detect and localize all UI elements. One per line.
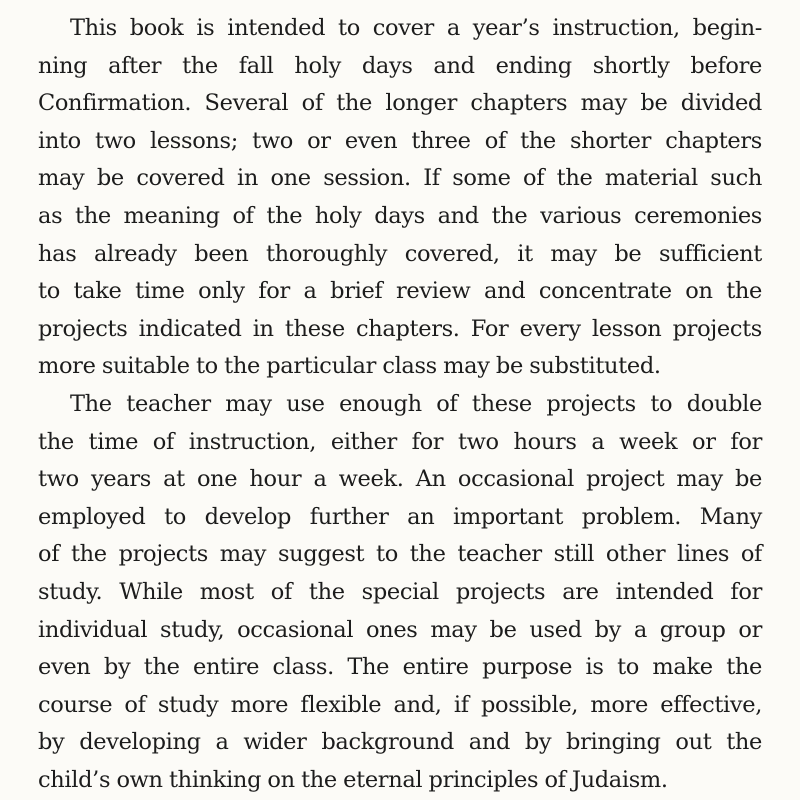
text-line: ning after the fall holy days and ending shortly before	[38, 52, 762, 79]
paragraph-2	[38, 386, 762, 800]
text-line: of the projects may suggest to the teacher still other lines of	[38, 541, 762, 568]
text-line: to take time only for a brief review and concentrate on the	[38, 278, 762, 305]
text-line: projects indicated in these chapters. For every lesson projects	[38, 315, 762, 342]
text-line: course of study more flexible and, if possible, more effective,	[38, 691, 762, 718]
text-line: the time of instruction, either for two hours a week or for	[38, 428, 762, 455]
text-line: child’s own thinking on the eternal principles of Judaism.	[38, 766, 668, 793]
text-line: as the meaning of the holy days and the various ceremonies	[38, 202, 762, 229]
text-line: even by the entire class. The entire purpose is to make the	[38, 654, 762, 681]
text-line: has already been thoroughly covered, it may be sufficient	[38, 240, 762, 267]
text-line: by developing a wider background and by bringing out the	[38, 729, 762, 756]
text-line: Confirmation. Several of the longer chapters may be divided	[38, 90, 762, 117]
paragraph-1	[38, 10, 762, 386]
text-line: may be covered in one session. If some of the material such	[38, 165, 762, 192]
text-line: into two lessons; two or even three of the shorter chapters	[38, 127, 762, 154]
text-line: employed to develop further an important problem. Many	[38, 503, 762, 530]
text-line: The teacher may use enough of these projects to double	[70, 390, 762, 417]
text-line: study. While most of the special projects are intended for	[38, 578, 762, 605]
text-line: more suitable to the particular class may be substituted.	[38, 353, 661, 380]
text-line: individual study, occasional ones may be used by a group or	[38, 616, 762, 643]
body-text	[38, 10, 762, 799]
text-line: This book is intended to cover a year’s instruction, begin-	[70, 15, 762, 41]
text-line: two years at one hour a week. An occasional project may be	[38, 466, 762, 493]
